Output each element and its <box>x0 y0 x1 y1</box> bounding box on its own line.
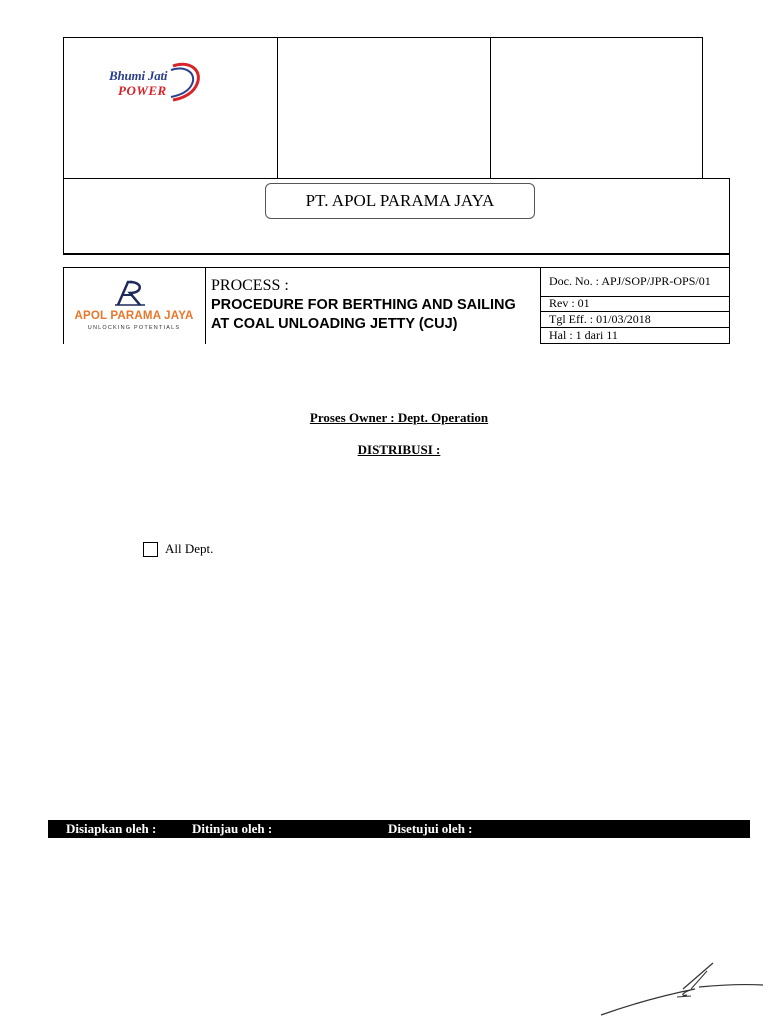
doc-effective-date: Tgl Eff. : 01/03/2018 <box>549 312 651 326</box>
bhumijati-logo <box>109 60 209 112</box>
bhumijati-arc-icon <box>167 60 207 104</box>
process-owner: Proses Owner : Dept. Operation <box>309 410 489 425</box>
divider <box>63 267 730 268</box>
bhumijati-logo-line2: POWER <box>118 83 167 98</box>
divider <box>205 267 206 344</box>
distribution-heading: DISTRIBUSI : <box>357 442 441 457</box>
divider <box>490 38 491 178</box>
apj-logo-mark-icon <box>113 279 147 307</box>
approval-bar <box>48 820 750 838</box>
all-dept-label: All Dept. <box>165 541 214 556</box>
process-header <box>63 254 730 343</box>
divider <box>729 255 730 344</box>
divider <box>277 38 278 178</box>
signature-icon <box>595 955 765 1020</box>
logo-row <box>63 37 703 179</box>
approved-by-label: Disetujui oleh : <box>388 821 473 836</box>
all-dept-checkbox[interactable] <box>143 542 158 557</box>
doc-page: Hal : 1 dari 11 <box>549 328 618 342</box>
process-title-line1: PROCEDURE FOR BERTHING AND SAILING <box>211 297 516 313</box>
company-name: PT. APOL PARAMA JAYA <box>265 183 535 219</box>
doc-revision: Rev : 01 <box>549 296 590 310</box>
reviewed-by-label: Ditinjau oleh : <box>192 821 273 836</box>
apj-logo-tagline: UNLOCKING POTENTIALS <box>87 325 181 331</box>
apj-logo-name: APOL PARAMA JAYA <box>74 310 194 322</box>
divider <box>540 343 730 344</box>
bhumijati-logo-line1: Bhumi Jati <box>109 68 168 83</box>
doc-number: Doc. No. : APJ/SOP/JPR-OPS/01 <box>549 274 711 288</box>
prepared-by-label: Disiapkan oleh : <box>66 821 157 836</box>
process-label: PROCESS : <box>211 277 289 294</box>
divider <box>63 267 64 344</box>
process-title-line2: AT COAL UNLOADING JETTY (CUJ) <box>211 316 458 332</box>
divider <box>540 267 541 344</box>
